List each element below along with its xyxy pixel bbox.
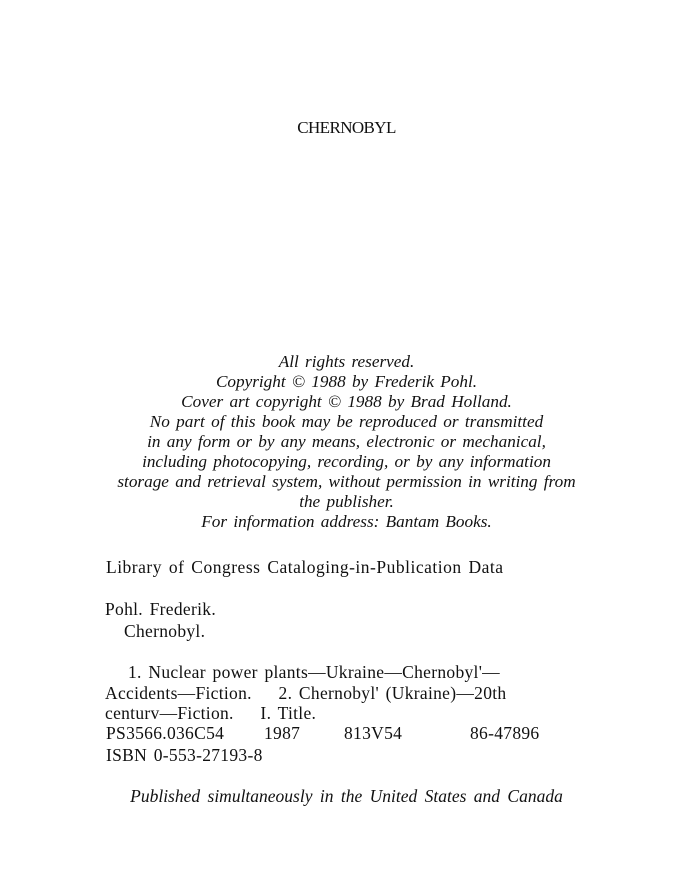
- cip-subjects-line: Accidents—Fiction. 2. Chernobyl' (Ukraine)—20th: [105, 683, 507, 703]
- rights-line: For information address: Bantam Books.: [201, 512, 492, 531]
- cip-call-number: PS3566.036C54: [106, 723, 225, 743]
- cip-lccn: 86-47896: [470, 723, 540, 743]
- cip-author: Pohl. Frederik.: [105, 599, 217, 619]
- book-title: CHERNOBYL: [297, 118, 396, 137]
- cip-subjects-line: 1. Nuclear power plants—Ukraine—Chernobyl'—: [128, 662, 500, 682]
- rights-line: All rights reserved.: [278, 352, 415, 371]
- cip-dewey: 813V54: [344, 723, 403, 743]
- rights-line: No part of this book may be reproduced or transmitted: [149, 412, 544, 431]
- cip-heading: Library of Congress Cataloging-in-Publication Data: [106, 557, 504, 577]
- rights-line: storage and retrieval system, without permission in writing from: [117, 472, 576, 491]
- cip-subjects-line: centurv—Fiction. I. Title.: [105, 703, 317, 723]
- rights-line: in any form or by any means, electronic or mechanical,: [147, 432, 546, 451]
- rights-line: including photocopying, recording, or by any information: [142, 452, 551, 471]
- rights-line: Cover art copyright © 1988 by Brad Holland.: [181, 392, 512, 411]
- rights-statement: [40, 352, 653, 532]
- cip-isbn: ISBN 0-553-27193-8: [106, 745, 263, 765]
- cip-book-title: Chernobyl.: [124, 621, 206, 641]
- rights-line: the publisher.: [299, 492, 394, 511]
- publication-note: Published simultaneously in the United States and Canada: [130, 786, 563, 806]
- cip-year: 1987: [264, 723, 301, 743]
- rights-line: Copyright © 1988 by Frederik Pohl.: [215, 372, 478, 391]
